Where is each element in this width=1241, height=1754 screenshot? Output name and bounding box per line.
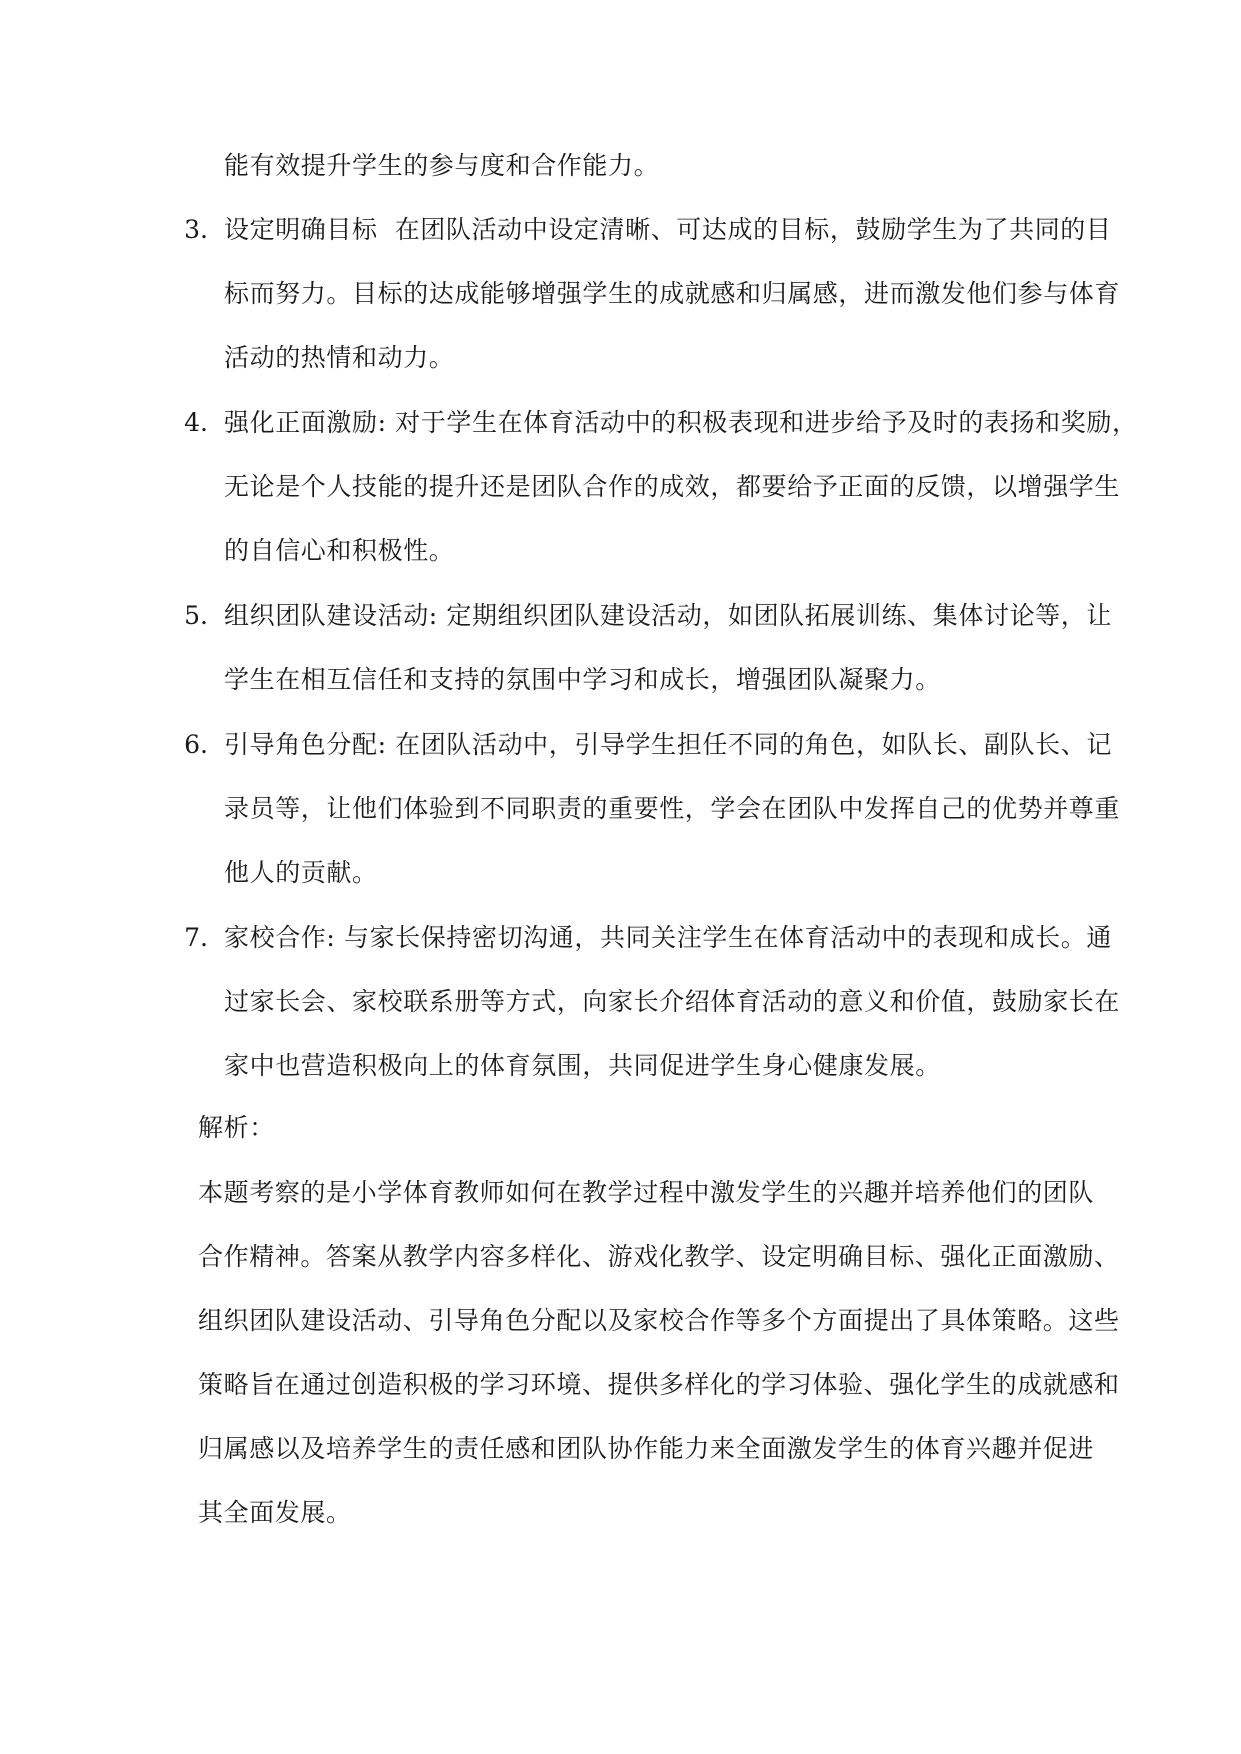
analysis-line: 归属感以及培养学生的责任感和团队协作能力来全面激发学生的体育兴趣并促进 xyxy=(198,1434,1095,1463)
item-number: 7. xyxy=(184,923,208,952)
item-line: 标而努力。目标的达成能够增强学生的成就感和归属感，进而激发他们参与体育 xyxy=(224,279,1121,308)
item-text: 定期组织团队建设活动，如团队拓展训练、集体讨论等，让 xyxy=(446,601,1112,630)
item-line: 学生在相互信任和支持的氛围中学习和成长，增强团队凝聚力。 xyxy=(224,665,941,694)
item-title: 家校合作: xyxy=(224,923,336,952)
item-title: 引导角色分配: xyxy=(224,730,387,759)
item-title: 组织团队建设活动: xyxy=(224,601,438,630)
item-number: 3. xyxy=(184,215,208,244)
item-title: 强化正面激励: xyxy=(224,408,387,437)
item-text: 在团队活动中，引导学生担任不同的角色，如队长、副队长、记 xyxy=(395,730,1112,759)
item-first-line xyxy=(224,600,1112,632)
item-number: 4. xyxy=(184,408,208,437)
item-first-line xyxy=(224,922,1112,954)
item-line: 无论是个人技能的提升还是团队合作的成效，都要给予正面的反馈，以增强学生 xyxy=(224,472,1121,501)
analysis-line: 合作精神。答案从教学内容多样化、游戏化教学、设定明确目标、强化正面激励、 xyxy=(198,1242,1120,1271)
intro-tail-line: 能有效提升学生的参与度和合作能力。 xyxy=(224,151,660,180)
item-line: 活动的热情和动力。 xyxy=(224,343,455,372)
item-text: 与家长保持密切沟通，共同关注学生在体育活动中的表现和成长。通 xyxy=(343,923,1112,952)
item-number: 6. xyxy=(184,730,208,759)
item-first-line xyxy=(224,729,1112,761)
item-line: 的自信心和积极性。 xyxy=(224,536,455,565)
analysis-line: 策略旨在通过创造积极的学习环境、提供多样化的学习体验、强化学生的成就感和 xyxy=(198,1370,1120,1399)
item-text: 在团队活动中设定清晰、可达成的目标，鼓励学生为了共同的目 xyxy=(394,215,1112,244)
item-title: 设定明确目标 xyxy=(224,215,378,244)
analysis-line: 本题考察的是小学体育教师如何在教学过程中激发学生的兴趣并培养他们的团队 xyxy=(198,1178,1095,1207)
item-first-line xyxy=(224,214,1112,246)
analysis-heading: 解析： xyxy=(198,1113,275,1142)
item-line: 家中也营造积极向上的体育氛围，共同促进学生身心健康发展。 xyxy=(224,1051,941,1080)
item-line: 他人的贡献。 xyxy=(224,858,378,887)
item-line: 过家长会、家校联系册等方式，向家长介绍体育活动的意义和价值，鼓励家长在 xyxy=(224,987,1121,1016)
item-line: 录员等，让他们体验到不同职责的重要性，学会在团队中发挥自己的优势并尊重 xyxy=(224,794,1121,823)
item-text: 对于学生在体育活动中的积极表现和进步给予及时的表扬和奖励， xyxy=(395,408,1138,437)
analysis-line: 组织团队建设活动、引导角色分配以及家校合作等多个方面提出了具体策略。这些 xyxy=(198,1306,1120,1335)
item-first-line xyxy=(224,407,1138,439)
item-number: 5. xyxy=(184,601,208,630)
analysis-line: 其全面发展。 xyxy=(198,1498,352,1527)
